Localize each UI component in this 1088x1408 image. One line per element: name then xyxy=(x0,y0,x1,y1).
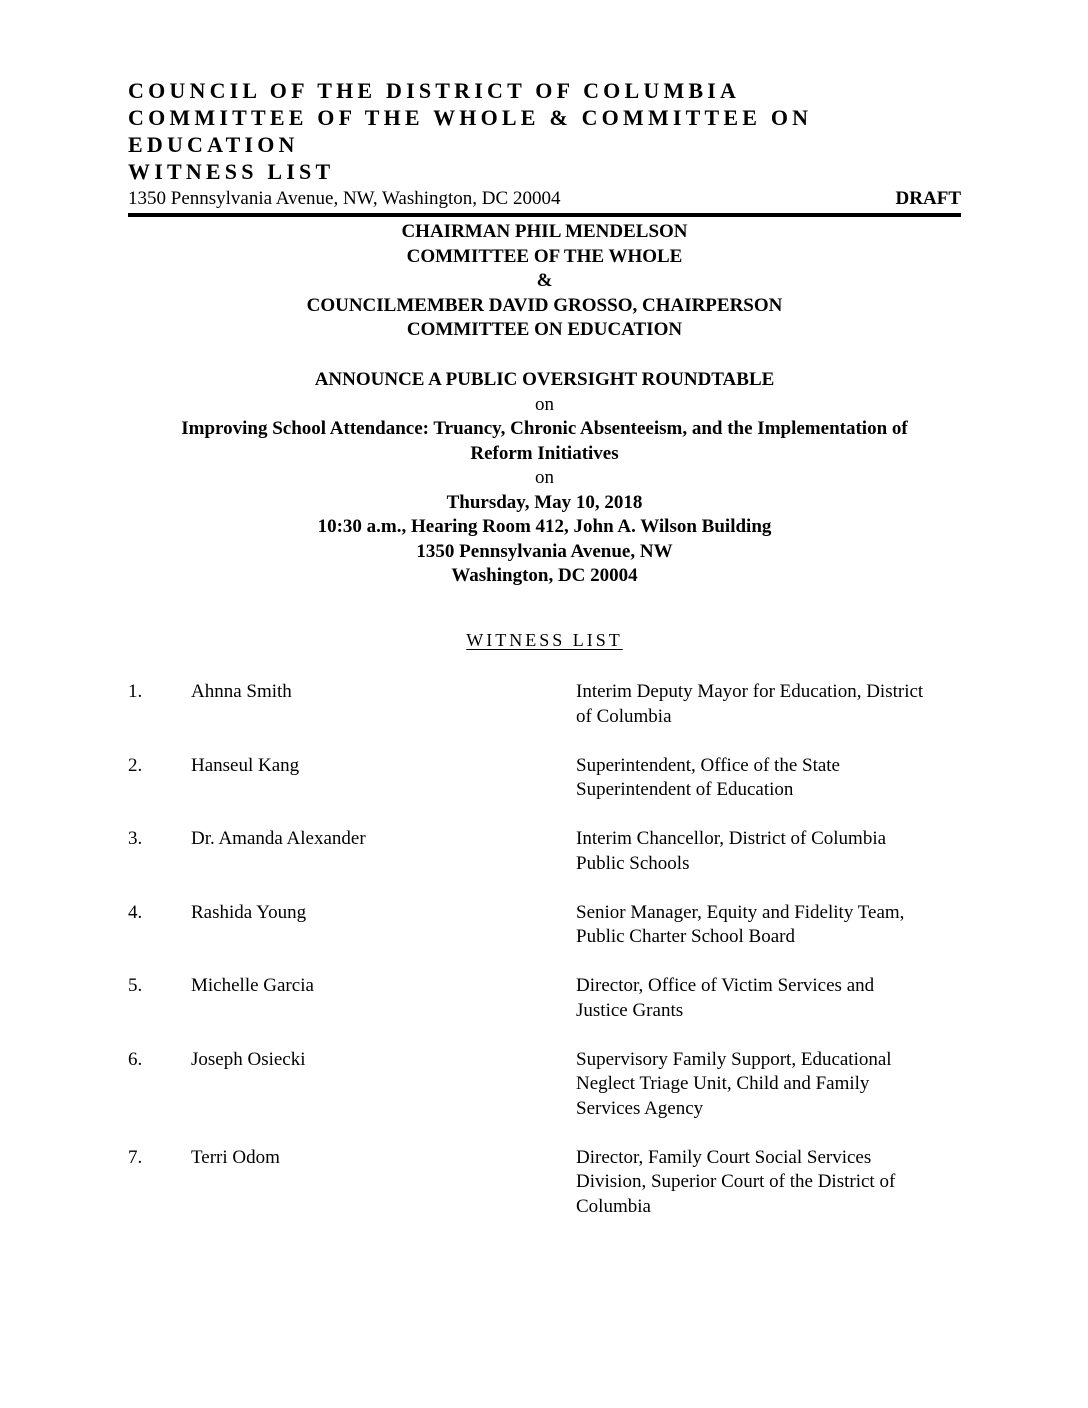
witness-number: 1. xyxy=(128,681,143,702)
witness-name: Joseph Osiecki xyxy=(191,1048,306,1070)
witness-title xyxy=(576,1146,966,1220)
witness-number: 7. xyxy=(128,1146,143,1168)
letterhead-line-4: WITNESS LIST xyxy=(128,159,335,184)
witness-name: Terri Odom xyxy=(191,1146,280,1168)
witness-title xyxy=(576,974,966,1023)
on-connector-1: on xyxy=(535,393,554,415)
draft-label: DRAFT xyxy=(895,188,961,209)
witness-title xyxy=(576,827,966,876)
witness-name: Michelle Garcia xyxy=(191,975,314,996)
witness-title-line: Interim Deputy Mayor for Education, District xyxy=(576,681,924,702)
letterhead-line-2: COMMITTEE OF THE WHOLE & COMMITTEE ON xyxy=(128,105,813,130)
witness-name: Rashida Young xyxy=(191,901,307,923)
witness-name: Dr. Amanda Alexander xyxy=(191,828,366,849)
witness-title-line: Division, Superior Court of the District of xyxy=(576,1171,896,1192)
witness-title-line: Senior Manager, Equity and Fidelity Team, xyxy=(576,901,905,923)
witness-title-line: Interim Chancellor, District of Columbia xyxy=(576,828,887,849)
letterhead xyxy=(128,77,828,185)
witness-number: 3. xyxy=(128,828,143,849)
witness-title-line: Neglect Triage Unit, Child and Family xyxy=(576,1073,870,1094)
letterhead-line-3: EDUCATION xyxy=(128,132,299,157)
witness-list-heading-text: WITNESS LIST xyxy=(466,630,623,650)
hearing-city: Washington, DC 20004 xyxy=(451,565,638,586)
witness-number: 6. xyxy=(128,1048,143,1070)
chairman-line: CHAIRMAN PHIL MENDELSON xyxy=(401,221,688,242)
witness-number: 2. xyxy=(128,754,143,776)
committee-education-line: COMMITTEE ON EDUCATION xyxy=(406,319,683,340)
hearing-street: 1350 Pennsylvania Avenue, NW xyxy=(416,540,673,562)
witness-title-line: Superintendent, Office of the State xyxy=(576,754,840,776)
witness-title-line: Supervisory Family Support, Educational xyxy=(576,1048,892,1070)
committee-block xyxy=(128,220,961,343)
hearing-date: Thursday, May 10, 2018 xyxy=(446,491,643,513)
ampersand-line: & xyxy=(536,270,553,291)
hearing-time-place: 10:30 a.m., Hearing Room 412, John A. Wilson Building xyxy=(317,516,772,537)
witness-title-line: of Columbia xyxy=(576,705,672,727)
topic-line-2: Reform Initiatives xyxy=(470,442,619,464)
witness-title-line: Superintendent of Education xyxy=(576,779,794,800)
witness-title xyxy=(576,680,966,729)
header-divider xyxy=(128,213,961,217)
witness-number: 5. xyxy=(128,975,143,996)
witness-title xyxy=(576,901,966,950)
witness-name: Ahnna Smith xyxy=(191,681,292,702)
witness-title xyxy=(576,754,966,803)
topic-line-1: Improving School Attendance: Truancy, Chronic Absenteeism, and the Implementation of xyxy=(181,418,908,439)
councilmember-line: COUNCILMEMBER DAVID GROSSO, CHAIRPERSON xyxy=(306,294,783,316)
letterhead-line-1: COUNCIL OF THE DISTRICT OF COLUMBIA xyxy=(128,78,741,103)
witness-name: Hanseul Kang xyxy=(191,754,300,776)
witness-title-line: Public Schools xyxy=(576,852,690,874)
witness-title-line: Justice Grants xyxy=(576,999,684,1021)
announcement-title: ANNOUNCE A PUBLIC OVERSIGHT ROUNDTABLE xyxy=(314,369,775,390)
on-connector-2: on xyxy=(535,467,554,488)
witness-title-line: Director, Office of Victim Services and xyxy=(576,975,875,996)
council-address: 1350 Pennsylvania Avenue, NW, Washington, DC 20004 xyxy=(128,188,561,209)
witness-title-line: Director, Family Court Social Services xyxy=(576,1146,872,1168)
witness-title-line: Public Charter School Board xyxy=(576,926,795,947)
witness-title-line: Services Agency xyxy=(576,1097,704,1119)
witness-list-heading xyxy=(128,630,961,651)
witness-title-line: Columbia xyxy=(576,1195,651,1217)
witness-number: 4. xyxy=(128,901,143,923)
witness-title xyxy=(576,1048,966,1122)
committee-whole-line: COMMITTEE OF THE WHOLE xyxy=(406,245,683,267)
announcement-block xyxy=(128,368,961,589)
